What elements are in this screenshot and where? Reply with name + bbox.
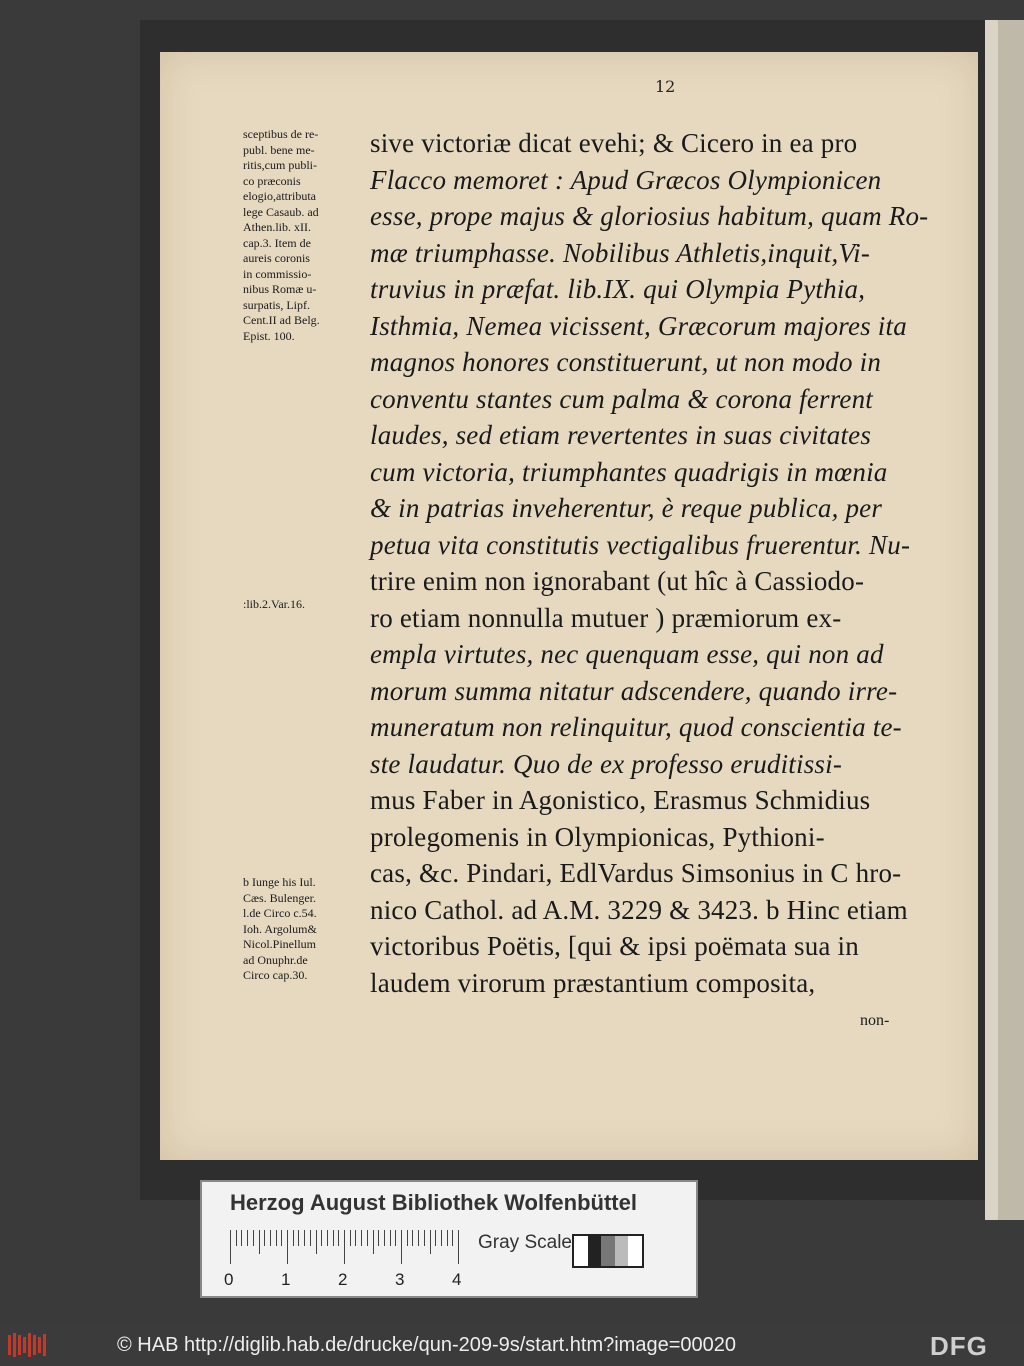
ruler-tick xyxy=(361,1230,362,1246)
margin-note-line: ad Onuphr.de xyxy=(243,952,308,967)
margin-note-line: Cæs. Bulenger. xyxy=(243,890,317,905)
text-line: & in patrias inveherentur, è reque publica, per xyxy=(370,493,883,523)
body-text xyxy=(370,125,960,1001)
text-line: mæ triumphasse. Nobilibus Athletis,inquit,Vi- xyxy=(370,237,871,268)
ruler-tick xyxy=(259,1230,260,1254)
hab-logo-icon xyxy=(6,1331,50,1359)
ruler-tick xyxy=(378,1230,379,1246)
ruler-tick xyxy=(241,1230,242,1246)
ruler-number: 2 xyxy=(338,1270,348,1289)
ruler-tick xyxy=(287,1230,288,1264)
text-line: laudem virorum præstantium composita, xyxy=(370,967,816,998)
ruler-tick xyxy=(373,1230,374,1254)
footer-copyright-link[interactable]: © HAB http://diglib.hab.de/drucke/qun-209-9s/start.htm?image=00020 xyxy=(117,1334,736,1356)
page-number: 12 xyxy=(655,77,676,96)
ruler-tick xyxy=(338,1230,339,1246)
ruler-tick xyxy=(253,1230,254,1246)
margin-note-line: surpatis, Lipf. xyxy=(243,297,310,312)
margin-note-1 xyxy=(243,127,373,344)
margin-note-line: l.de Circo c.54. xyxy=(243,906,317,920)
ruler-tick xyxy=(276,1230,277,1246)
text-line: sive victoriæ dicat evehi; & Cicero in ea pro xyxy=(370,128,858,158)
text-line: magnos honores constituerunt, ut non modo in xyxy=(370,347,882,377)
ruler-tick xyxy=(367,1230,368,1246)
gray-scale-label: Gray Scale xyxy=(478,1232,572,1253)
gray-swatch xyxy=(588,1236,602,1266)
margin-note-line: publ. bene me- xyxy=(243,142,315,157)
text-line: truvius in præfat. lib.IX. qui Olympia Pythia, xyxy=(370,274,866,304)
ruler-tick xyxy=(293,1230,294,1246)
gray-swatch xyxy=(615,1236,629,1266)
text-line: trire enim non ignorabant (ut hîc à Cassiodo- xyxy=(370,566,865,596)
margin-note-line: Circo cap.30. xyxy=(243,968,308,982)
ruler-tick xyxy=(447,1230,448,1246)
ruler-tick xyxy=(401,1230,402,1264)
ruler-tick xyxy=(395,1230,396,1246)
margin-note-line: in commissio- xyxy=(243,266,312,281)
page-edge-shadow xyxy=(998,20,1024,1220)
dfg-logo: DFG xyxy=(930,1331,988,1361)
text-line: mus Faber in Agonistico, Erasmus Schmidius xyxy=(370,785,871,815)
ruler-tick xyxy=(384,1230,385,1246)
ruler-tick xyxy=(407,1230,408,1246)
book-page xyxy=(160,52,978,1160)
ruler-tick xyxy=(430,1230,431,1254)
margin-note-line: Epist. 100. xyxy=(243,328,295,343)
text-line: petua vita constitutis vectigalibus fruerentur. Nu- xyxy=(370,529,911,560)
ruler-number: 3 xyxy=(395,1270,405,1289)
ruler-tick xyxy=(316,1230,317,1254)
ruler-tick xyxy=(418,1230,419,1246)
catchword: non- xyxy=(860,1012,890,1029)
gray-swatch xyxy=(574,1236,588,1266)
ruler-tick xyxy=(344,1230,345,1264)
text-line: Flacco memoret : Apud Græcos Olympionicen xyxy=(370,164,882,195)
margin-note-line: :lib.2.Var.16. xyxy=(243,597,305,611)
margin-note-3 xyxy=(243,875,373,984)
ruler-number: 0 xyxy=(224,1270,234,1289)
margin-note-line: b Iunge his Iul. xyxy=(243,875,316,889)
ruler-tick xyxy=(350,1230,351,1246)
ruler-tick xyxy=(264,1230,265,1246)
margin-note-line: Cent.II ad Belg. xyxy=(243,313,320,327)
margin-note-line: Athen.lib. xII. xyxy=(243,220,311,234)
text-line: esse, prope majus & gloriosius habitum, quam Ro- xyxy=(370,201,929,231)
text-line: empla virtutes, nec quenquam esse, qui non ad xyxy=(370,639,884,669)
text-line: morum summa nitatur adscendere, quando irre- xyxy=(370,675,898,706)
text-line: ste laudatur. Quo de ex professo eruditissi- xyxy=(370,748,843,779)
ruler-tick xyxy=(390,1230,391,1246)
ruler-tick xyxy=(412,1230,413,1246)
margin-note-line: ritis,cum publi- xyxy=(243,158,317,172)
ruler-number: 1 xyxy=(281,1270,291,1289)
ruler-tick xyxy=(333,1230,334,1246)
text-line: conventu stantes cum palma & corona ferrent xyxy=(370,383,874,414)
library-title: Herzog August Bibliothek Wolfenbüttel xyxy=(230,1190,637,1215)
gray-scale-swatch xyxy=(572,1234,644,1268)
ruler-tick xyxy=(321,1230,322,1246)
text-line: nico Cathol. ad A.M. 3229 & 3423. b Hinc etiam xyxy=(370,894,908,925)
ruler-tick xyxy=(298,1230,299,1246)
ruler-tick xyxy=(310,1230,311,1246)
text-line: cas, &c. Pindari, EdlVardus Simsonius in C hro- xyxy=(370,858,902,888)
text-line: ro etiam nonnulla mutuer ) præmiorum ex- xyxy=(370,602,842,633)
margin-note-line: Nicol.Pinellum xyxy=(243,937,316,951)
measurement-ruler xyxy=(230,1230,460,1264)
text-line: victoribus Poëtis, [qui & ipsi poëmata sua in xyxy=(370,931,859,961)
text-line: cum victoria, triumphantes quadrigis in mœnia xyxy=(370,456,888,487)
margin-note-2 xyxy=(243,597,373,613)
margin-note-line: elogio,attributa xyxy=(243,189,316,203)
text-line: laudes, sed etiam revertentes in suas civitates xyxy=(370,420,872,450)
ruler-tick xyxy=(327,1230,328,1246)
ruler-tick xyxy=(355,1230,356,1246)
ruler-tick xyxy=(441,1230,442,1246)
ruler-tick xyxy=(270,1230,271,1246)
text-line: prolegomenis in Olympionicas, Pythioni- xyxy=(370,821,825,852)
ruler-tick xyxy=(424,1230,425,1246)
ruler-tick xyxy=(281,1230,282,1246)
margin-note-line: sceptibus de re- xyxy=(243,127,319,141)
ruler-tick xyxy=(452,1230,453,1246)
ruler-tick xyxy=(458,1230,459,1264)
ruler-tick xyxy=(236,1230,237,1246)
margin-note-line: nibus Romæ u- xyxy=(243,282,317,296)
margin-note-line: Ioh. Argolum& xyxy=(243,921,317,936)
ruler-tick xyxy=(247,1230,248,1246)
ruler-number: 4 xyxy=(452,1270,462,1289)
margin-note-line: cap.3. Item de xyxy=(243,235,311,250)
gray-swatch xyxy=(628,1236,642,1266)
margin-note-line: lege Casaub. ad xyxy=(243,204,319,219)
ruler-tick xyxy=(304,1230,305,1246)
text-line: muneratum non relinquitur, quod conscientia te- xyxy=(370,712,902,742)
ruler-tick xyxy=(435,1230,436,1246)
margin-note-line: aureis coronis xyxy=(243,251,310,265)
gray-swatch xyxy=(601,1236,615,1266)
library-color-card xyxy=(200,1180,698,1298)
text-line: Isthmia, Nemea vicissent, Græcorum majores ita xyxy=(370,310,907,341)
margin-note-line: co præconis xyxy=(243,173,301,188)
ruler-tick xyxy=(230,1230,231,1264)
